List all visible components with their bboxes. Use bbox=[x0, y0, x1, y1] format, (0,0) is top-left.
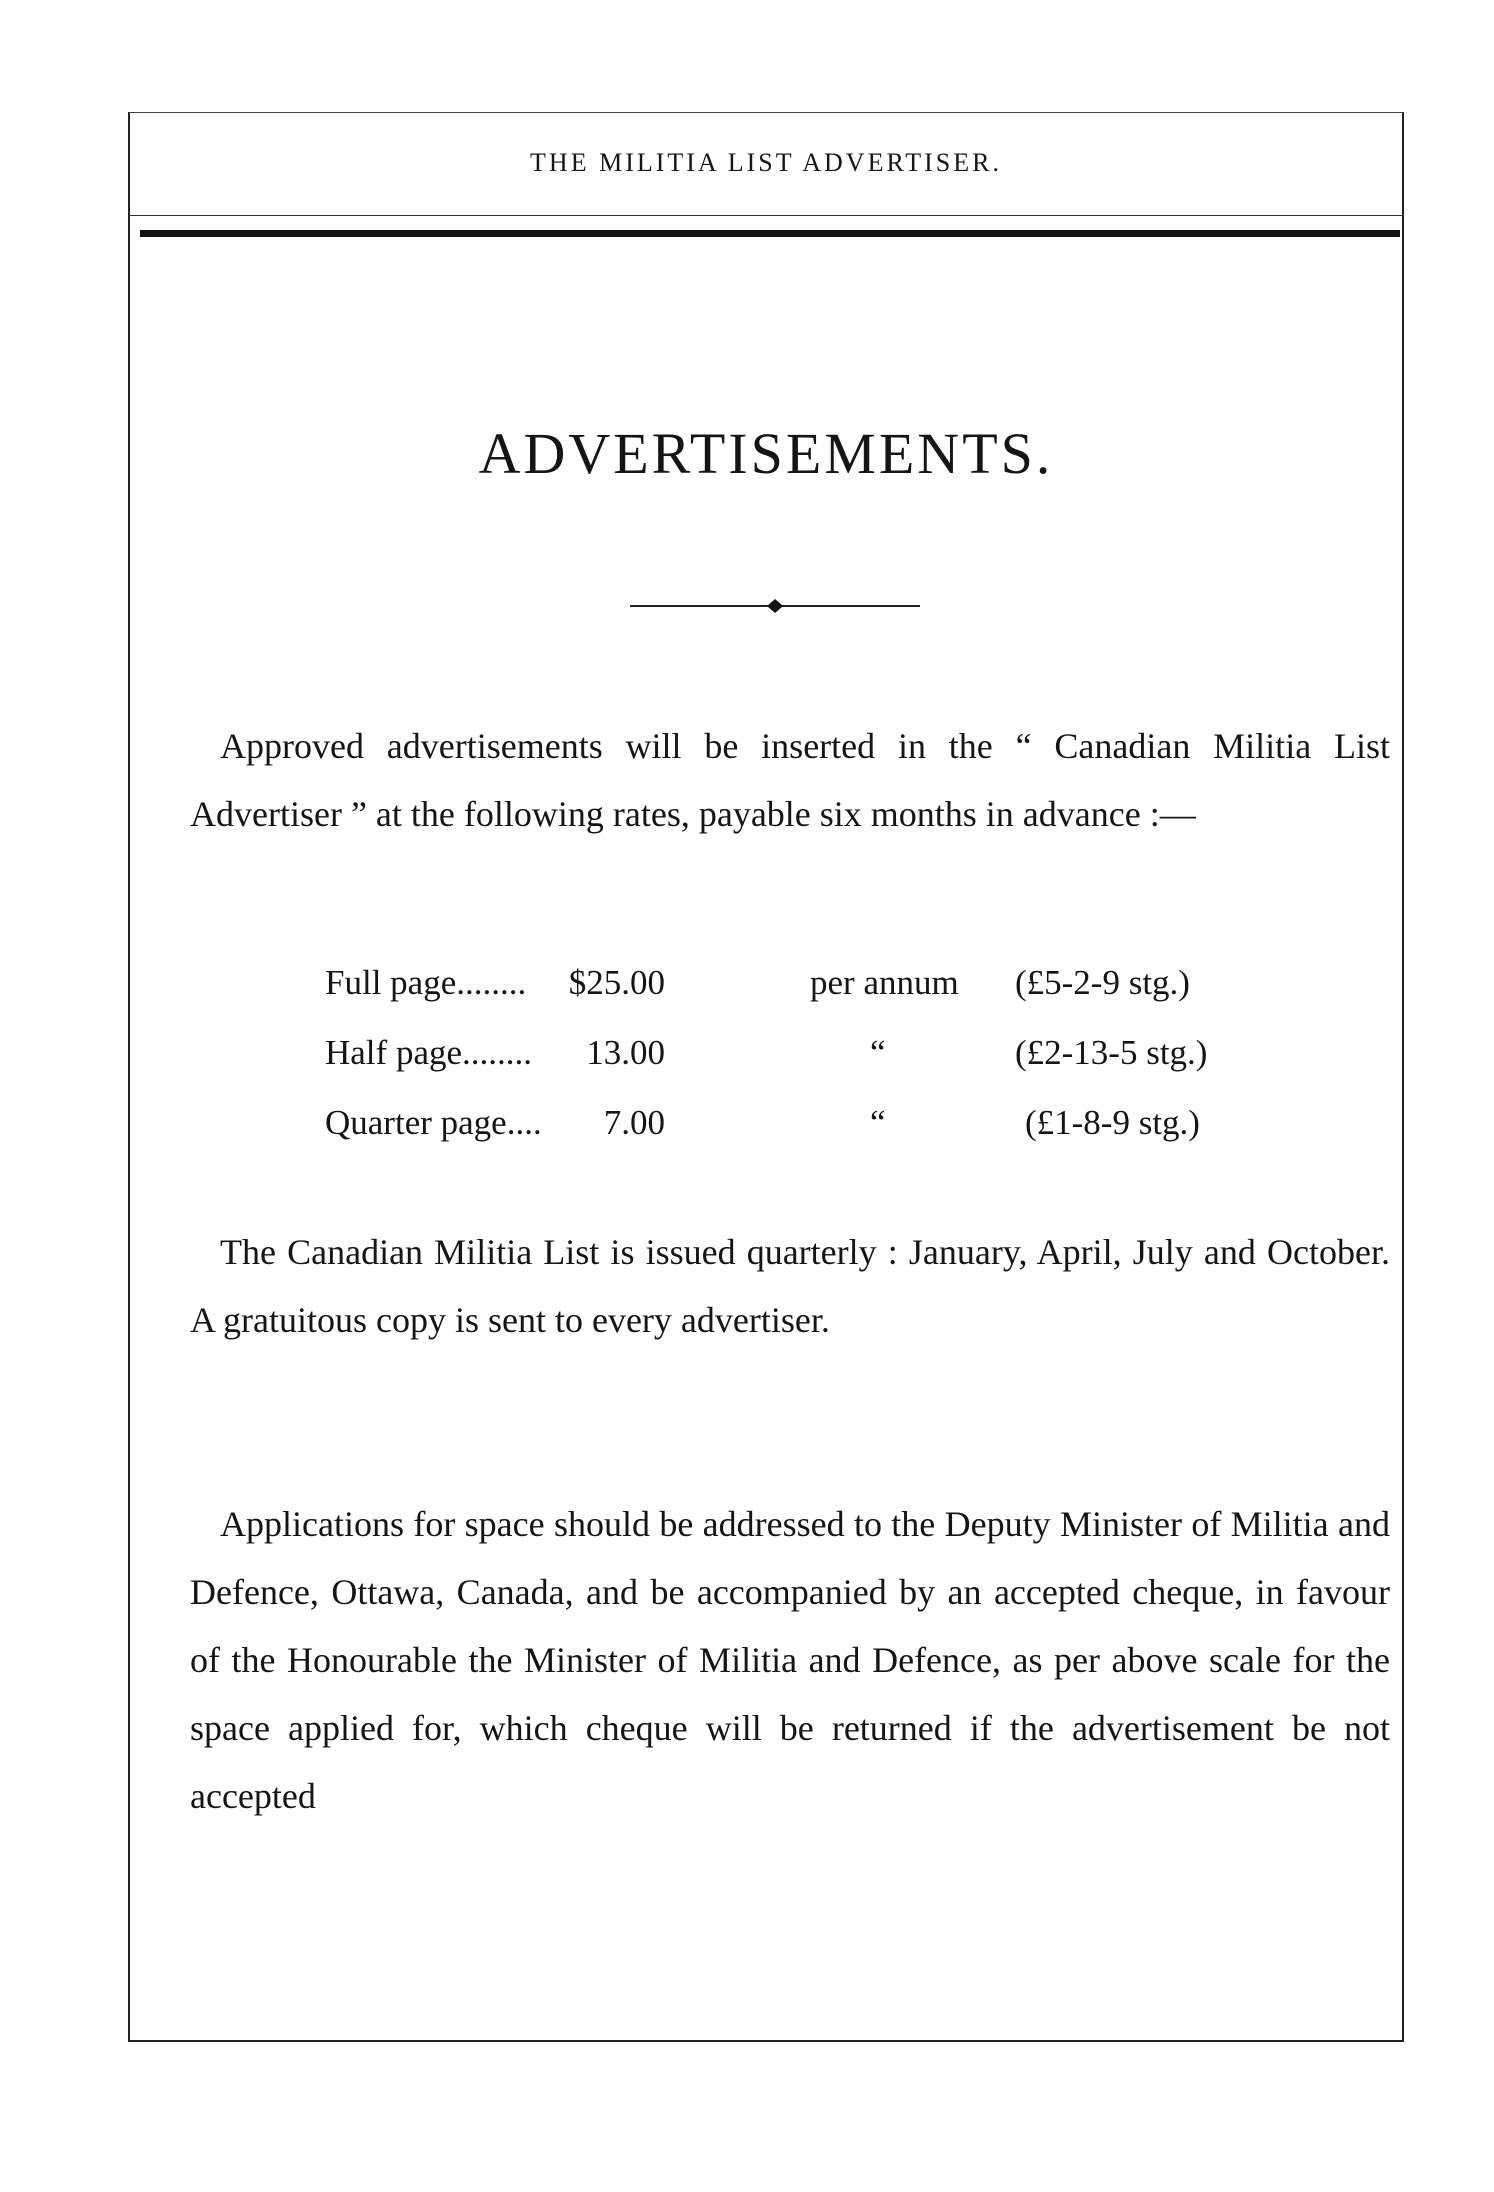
rate-amount: 13.00 bbox=[586, 1033, 665, 1072]
rate-sterling: (£2-13-5 stg.) bbox=[1015, 1033, 1208, 1072]
page-title: ADVERTISEMENTS. bbox=[478, 421, 1054, 486]
rate-amount: $25.00 bbox=[568, 963, 665, 1002]
rate-size: Half page........ bbox=[325, 1033, 533, 1072]
rate-size: Full page........ bbox=[325, 963, 527, 1002]
rate-size: Quarter page.... bbox=[325, 1103, 542, 1142]
rate-period: “ bbox=[870, 1033, 886, 1072]
intro-paragraph: Approved advertisements will be inserted in the “ Canadian Militia List Advertiser ” at the following rates, payable six months in advance :— bbox=[190, 726, 1390, 834]
applications-paragraph: Applications for space should be addressed to the Deputy Minister of Militia and Defence, Ottawa, Canada, and be accompanied by an accepted cheque, in favour of the Honourable the Minister of Militia and Defence, as per above scale for the space applied for, which cheque will be returned if the advertisement be not accepted bbox=[190, 1504, 1390, 1816]
running-header: THE MILITIA LIST ADVERTISER. bbox=[530, 148, 1002, 177]
ornament-divider-icon bbox=[630, 598, 920, 614]
header-rule-thin bbox=[128, 215, 1404, 216]
header-rule-thick bbox=[140, 230, 1400, 237]
rate-period: “ bbox=[870, 1103, 886, 1142]
rate-sterling: (£5-2-9 stg.) bbox=[1015, 963, 1190, 1002]
rate-amount: 7.00 bbox=[603, 1103, 665, 1142]
issue-paragraph: The Canadian Militia List is issued quarterly : January, April, July and October. A gratuitous copy is sent to every advertiser. bbox=[190, 1232, 1390, 1340]
rate-sterling: (£1-8-9 stg.) bbox=[1025, 1103, 1200, 1142]
rate-period: per annum bbox=[810, 963, 959, 1002]
